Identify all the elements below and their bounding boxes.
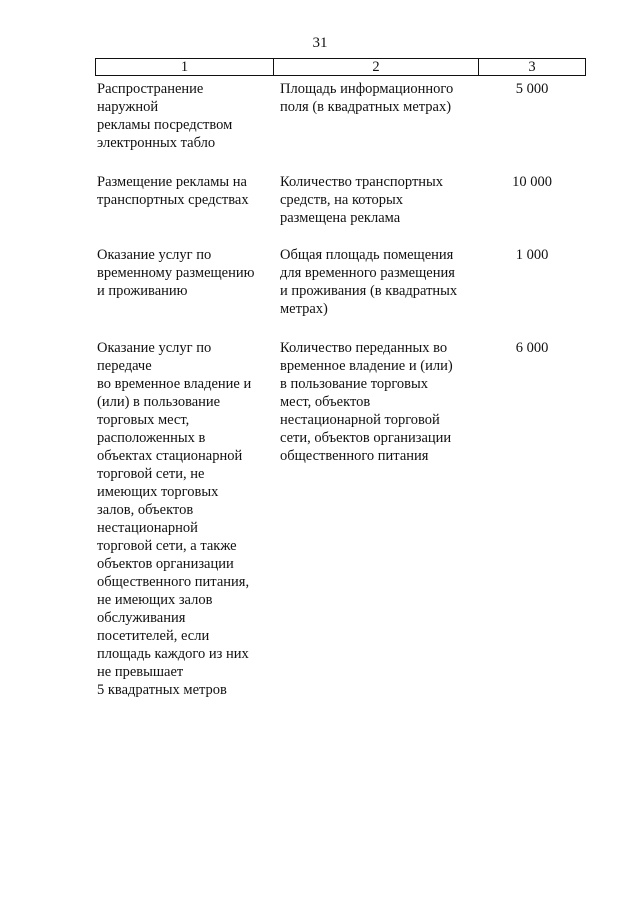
activity-cell: Оказание услуг по передаче во временное владение и (или) в пользование торговых мест, расположенных в объектах стационарной торговой сети, не имеющих торговых залов, объектов нестационарной торговой сети, а также объектов организации общественного питания, не имеющих залов обслуживания посетителей, если площадь каждого из них не превышает 5 квадратных метров	[97, 340, 252, 698]
header-col-2: 2	[274, 59, 479, 75]
header-col-3: 3	[528, 59, 536, 75]
indicator-cell: Общая площадь помещения для временного размещения и проживания (в квадратных метрах)	[280, 247, 458, 317]
value-cell: 10 000	[512, 174, 552, 190]
indicator-cell: Количество транспортных средств, на которых размещена реклама	[280, 174, 444, 226]
activity-cell: Размещение рекламы на транспортных средствах	[97, 174, 249, 208]
activity-cell: Распространение наружной рекламы посредством электронных табло	[97, 81, 233, 151]
table-header	[95, 58, 586, 76]
header-col-1: 1	[96, 59, 274, 75]
value-cell: 5 000	[515, 81, 549, 97]
page-number: 31	[312, 35, 328, 51]
activity-cell: Оказание услуг по временному размещению и проживанию	[97, 247, 255, 299]
value-cell: 1 000	[515, 247, 549, 263]
indicator-cell: Площадь информационного поля (в квадратных метрах)	[280, 81, 454, 115]
indicator-cell: Количество переданных во временное владение и (или) в пользование торговых мест, объектов нестационарной торговой сети, объектов организации общественного питания	[280, 340, 453, 464]
value-cell: 6 000	[515, 340, 549, 356]
